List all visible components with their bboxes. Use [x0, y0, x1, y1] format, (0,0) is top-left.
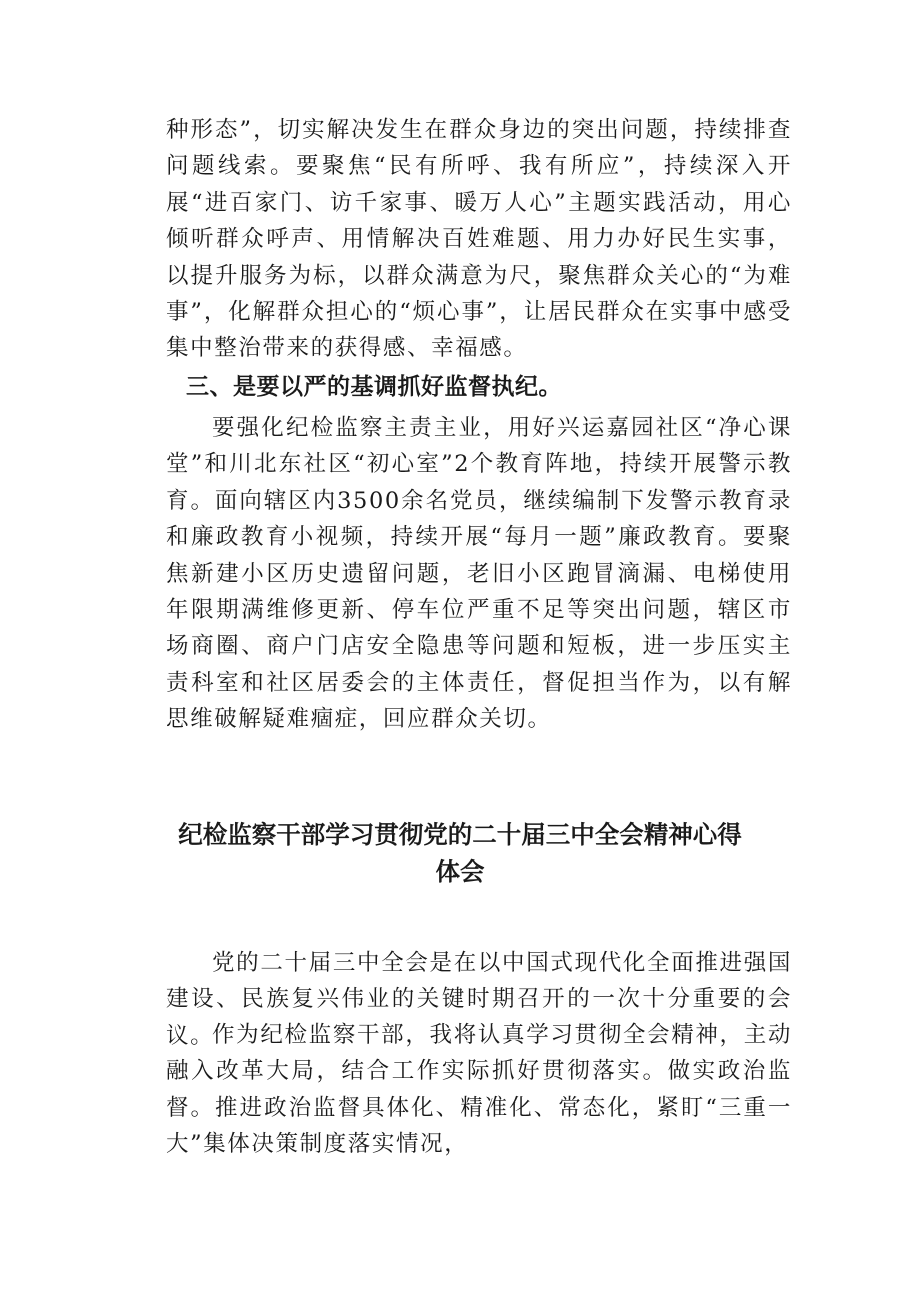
- article-paragraph-1: 党的二十届三中全会是在以中国式现代化全面推进强国建设、民族复兴伟业的关键时期召开的一次十分重要的会议。: [166, 950, 792, 1049]
- article-paragraph-2: 作为纪检监察干部，我将认真学习贯彻全会精神，主动融入改革大局，结合工作实际抓好贯彻落实。做实政治监督。推进政治监督具体化、精准化、常态化，紧盯“三重一大”集体决策制度落实情况，: [166, 1022, 792, 1158]
- article-title-line-1: 纪检监察干部学习贯彻党的二十届三中全会精神心得: [178, 820, 742, 849]
- continuation-paragraph: 种形态”，切实解决发生在群众身边的突出问题，持续排查问题线索。要聚焦“民有所呼、我有所应”，持续深入开展“进百家门、访千家事、暖万人心”主题实践活动，用心倾听群众呼声、用情解决百姓难题、用力办好民生实事，以提升服务为标，以群众满意为尺，聚焦群众关心的“为难事”，化解群众担心的“烦心事”，让居民群众在实事中感受集中整治带来的获得感、幸福感。: [166, 117, 792, 362]
- section-three-paragraph: 要强化纪检监察主责主业，用好兴运嘉园社区“净心课堂”和川北东社区“初心室”2个教育阵地，持续开展警示教育。面向辖区内3500余名党员，继续编制下发警示教育录和廉政教育小视频，持续开展“每月一题”廉政教育。要聚焦新建小区历史遗留问题，老旧小区跑冒滴漏、电梯使用年限期满维修更新、停车位严重不足等突出问题，辖区市场商圈、商户门店安全隐患等问题和短板，进一步压实主责科室和社区居委会的主体责任，督促担当作为，以有解思维破解疑难痼症，回应群众关切。: [166, 415, 792, 733]
- section-heading-three: 三、是要以严的基调抓好监督执纪。: [186, 374, 562, 400]
- article-title-line-2: 体会: [435, 857, 485, 886]
- article-title: [160, 816, 760, 890]
